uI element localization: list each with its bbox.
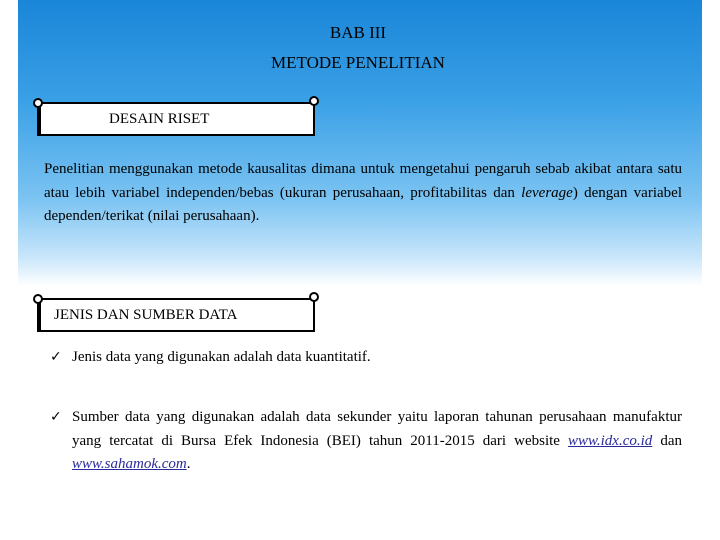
paragraph-text-end: ) dengan variabel dependen/terikat (nilai perusahaan).: [44, 184, 682, 224]
list-item-text: Sumber data yang digunakan adalah data sekunder yaitu laporan tahunan perusahaan manufaktur yang tercatat di Bursa Efek Indonesia (BEI) tahun 2011-2015 dari website: [72, 409, 682, 449]
section-paragraph: [44, 158, 682, 229]
section-label-text: DESAIN RISET: [109, 111, 210, 127]
list-item: [50, 406, 682, 477]
paragraph-text: Penelitian menggunakan metode kausalitas dimana untuk mengetahui pengaruh sebab akibat antara satu atau lebih variabel independen/bebas (ukuran perusahaan, profitabilitas dan: [44, 161, 682, 201]
section-label-text: JENIS DAN SUMBER DATA: [54, 307, 238, 323]
list-item-text: Jenis data yang digunakan adalah data kuantitatif.: [72, 349, 371, 365]
checkmark-icon: ✓: [50, 349, 62, 365]
link-idx[interactable]: www.idx.co.id: [567, 432, 653, 449]
paragraph-italic-term: leverage: [521, 184, 573, 201]
list-item-text-mid: dan: [652, 432, 682, 449]
list-item: [50, 346, 682, 370]
list-item-text-end: .: [186, 456, 191, 472]
section-label-desain-riset: [37, 102, 315, 136]
section-label-jenis-data: [37, 298, 315, 332]
chapter-subtitle: METODE PENELITIAN: [271, 53, 445, 72]
chapter-title: BAB III: [329, 23, 387, 42]
checkmark-icon: ✓: [50, 409, 62, 425]
link-sahamok[interactable]: www.sahamok.com: [72, 456, 187, 472]
